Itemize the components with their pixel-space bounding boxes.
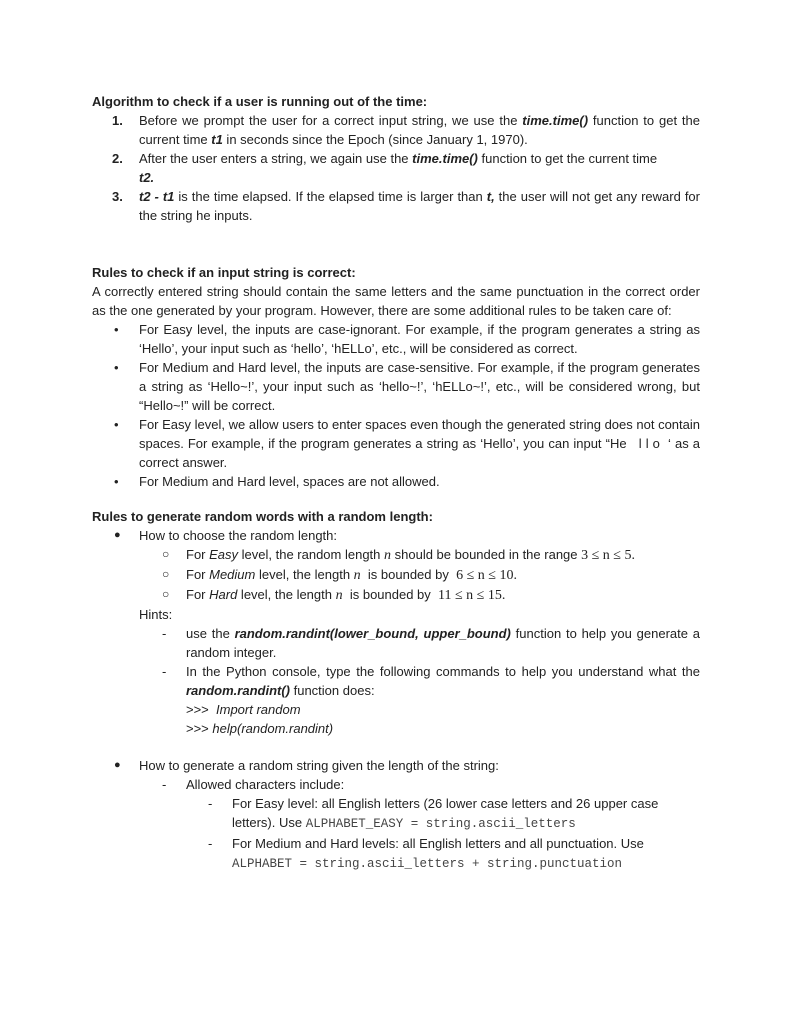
dash-marker: - [162, 626, 167, 641]
bullet-icon: • [114, 360, 119, 375]
rules-correct-heading: Rules to check if an input string is correct: [92, 265, 356, 280]
dash-marker: - [162, 777, 167, 792]
length-level-medium: ○ For Medium level, the length n is bounded by 6 ≤ n ≤ 10. [162, 567, 517, 583]
algorithm-step-3: 3. t2 - t1 is the time elapsed. If the elapsed time is larger than t, the user will not get any reward for the string he inputs. [112, 189, 700, 223]
hint-item: - use the random.randint(lower_bound, upper_bound) function to help you generate a random integer. [162, 626, 700, 660]
bullet-icon: ● [114, 759, 121, 771]
console-command: >>> Import random [186, 702, 301, 717]
algorithm-step-1: 1. Before we prompt the user for a correct input string, we use the time.time() function to get the current time t1 in seconds since the Epoch (since January 1, 1970). [112, 113, 700, 147]
alphabet-medium-hard: - For Medium and Hard levels: all English letters and all punctuation. Use ALPHABET = string.ascii_letters + string.punctuation [208, 836, 644, 871]
hints-label: Hints: [139, 607, 173, 622]
circle-bullet-icon: ○ [162, 567, 170, 581]
list-item: ● How to generate a random string given the length of the string: [114, 758, 499, 773]
list-item: • For Medium and Hard level, the inputs are case-sensitive. For example, if the program generates a string as ‘Hello~!’, your input such as ‘hello~!’, ‘hELLo~!’, etc., will be considered wrong, but “Hello~!” will be correct. [114, 360, 700, 413]
bullet-icon: ● [114, 529, 121, 541]
list-item: • For Medium and Hard level, spaces are not allowed. [114, 474, 440, 489]
circle-bullet-icon: ○ [162, 547, 170, 561]
rules-correct-intro: A correctly entered string should contain the same letters and the same punctuation in the correct order as the one generated by your program. However, there are some additional rules to be taken care of: [92, 284, 700, 318]
code-snippet: ALPHABET = string.ascii_letters + string.punctuation [232, 857, 623, 871]
alphabet-easy: - For Easy level: all English letters (26 lower case letters and 26 upper case letters). Use ALPHABET_EASY = string.ascii_letters [208, 796, 659, 831]
bullet-icon: • [114, 417, 119, 432]
console-command: >>> help(random.randint) [186, 721, 334, 736]
list-item: • For Easy level, the inputs are case-ignorant. For example, if the program generates a string as ‘Hello’, your input such as ‘hello’, ‘hELLo’, etc., will be considered as correct. [114, 322, 700, 356]
allowed-characters: - Allowed characters include: [162, 777, 345, 792]
bullet-icon: • [114, 322, 119, 337]
circle-bullet-icon: ○ [162, 587, 170, 601]
list-item: ● How to choose the random length: [114, 528, 338, 543]
step-number: 2. [112, 151, 123, 166]
algorithm-heading: Algorithm to check if a user is running out of the time: [92, 94, 428, 109]
bullet-icon: • [114, 474, 119, 489]
length-level-easy: ○ For Easy level, the random length n should be bounded in the range 3 ≤ n ≤ 5. [162, 547, 635, 563]
list-item: • For Easy level, we allow users to enter spaces even though the generated string does not contain spaces. For example, if the program generates a string as ‘Hello’, you can input “He l l o ‘ as a correct answer. [114, 417, 704, 470]
dash-marker: - [162, 664, 167, 679]
rules-generate-heading: Rules to generate random words with a random length: [92, 509, 433, 524]
document-page [92, 92, 704, 874]
dash-marker: - [208, 796, 213, 811]
dash-marker: - [208, 836, 213, 851]
code-snippet: ALPHABET_EASY = string.ascii_letters [305, 817, 576, 831]
algorithm-step-2: 2. After the user enters a string, we again use the time.time() function to get the current time t2. [112, 151, 658, 185]
step-number: 3. [112, 189, 123, 204]
hint-item: - In the Python console, type the following commands to help you understand what the random.randint() function does: [162, 664, 700, 698]
length-level-hard: ○ For Hard level, the length n is bounded by 11 ≤ n ≤ 15. [162, 587, 506, 603]
step-number: 1. [112, 113, 123, 128]
